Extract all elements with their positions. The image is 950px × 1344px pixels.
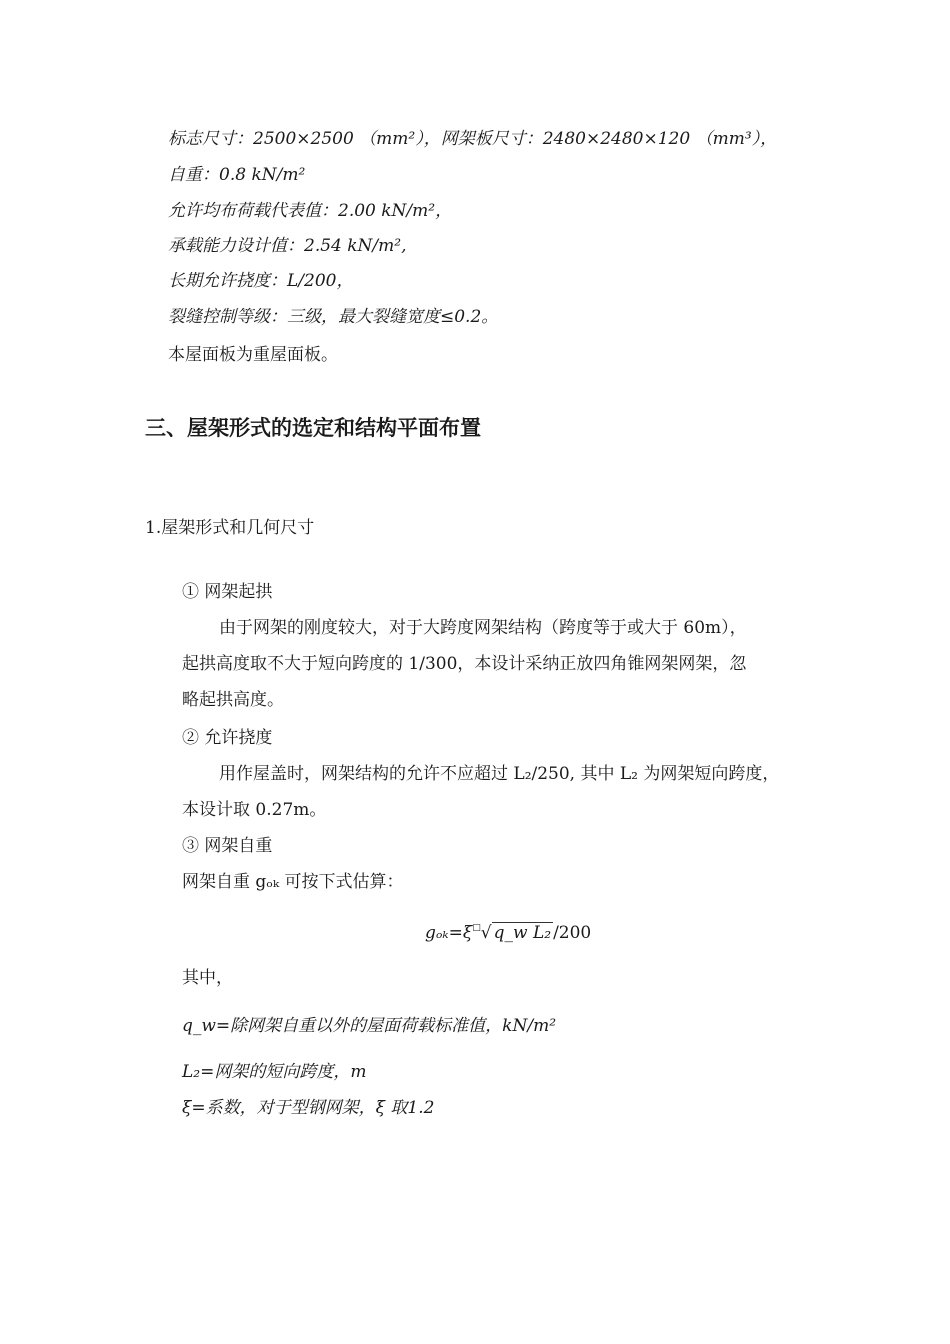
- self-weight-formula: [425, 916, 591, 945]
- formula-radicand: q_w L₂: [493, 923, 552, 943]
- spec-line-crack-control: 裂缝控制等级：三级，最大裂缝宽度≤0.2。: [168, 307, 499, 327]
- spec-line-design-capacity: 承载能力设计值：2.54 kN/m²,: [168, 236, 407, 256]
- subsection-heading: 1.屋架形式和几何尺寸: [145, 518, 315, 538]
- item-2-title: ② 允许挠度: [182, 728, 273, 748]
- spec-line-deflection: 长期允许挠度：L/200，: [168, 271, 354, 291]
- spec-line-self-weight: 自重：0.8 kN/m²: [168, 165, 306, 185]
- definition-l2: L₂=网架的短向跨度，m: [182, 1062, 367, 1082]
- item-2-paragraph-line-1: 用作屋盖时，网架结构的允许不应超过 L₂/250, 其中 L₂ 为网架短向跨度，: [219, 764, 780, 784]
- item-3-title: ③ 网架自重: [182, 836, 273, 856]
- spec-line-size: 标志尺寸：2500×2500 （mm²），网架板尺寸：2480×2480×120 （mm³），: [168, 129, 778, 149]
- spec-line-roof-type: 本屋面板为重屋面板。: [168, 345, 338, 365]
- item-1-title: ① 网架起拱: [182, 582, 273, 602]
- spec-line-allowable-load: 允许均布荷载代表值：2.00 kN/m²，: [168, 201, 453, 221]
- formula-lhs: gₒₖ=ξ: [425, 923, 473, 943]
- formula-root-index: □: [472, 923, 481, 933]
- item-1-paragraph-line-1: 由于网架的刚度较大，对于大跨度网架结构（跨度等于或大于 60m），: [219, 618, 747, 638]
- item-1-paragraph-line-3: 略起拱高度。: [182, 690, 284, 710]
- item-2-paragraph-line-2: 本设计取 0.27m。: [182, 800, 327, 820]
- item-1-paragraph-line-2: 起拱高度取不大于短向跨度的 1/300，本设计采纳正放四角锥网架网架，忽: [182, 654, 747, 674]
- definition-qw: q_w=除网架自重以外的屋面荷载标准值，kN/m²: [182, 1016, 557, 1036]
- radical-sign: √: [480, 923, 492, 943]
- definition-xi: ξ=系数，对于型钢网架，ξ 取1.2: [182, 1098, 435, 1118]
- formula-rhs: /200: [553, 923, 592, 943]
- definitions-intro: 其中，: [182, 968, 233, 988]
- section-heading: 三、屋架形式的选定和结构平面布置: [145, 416, 481, 440]
- item-3-paragraph-line-1: 网架自重 gₒₖ 可按下式估算：: [182, 872, 404, 892]
